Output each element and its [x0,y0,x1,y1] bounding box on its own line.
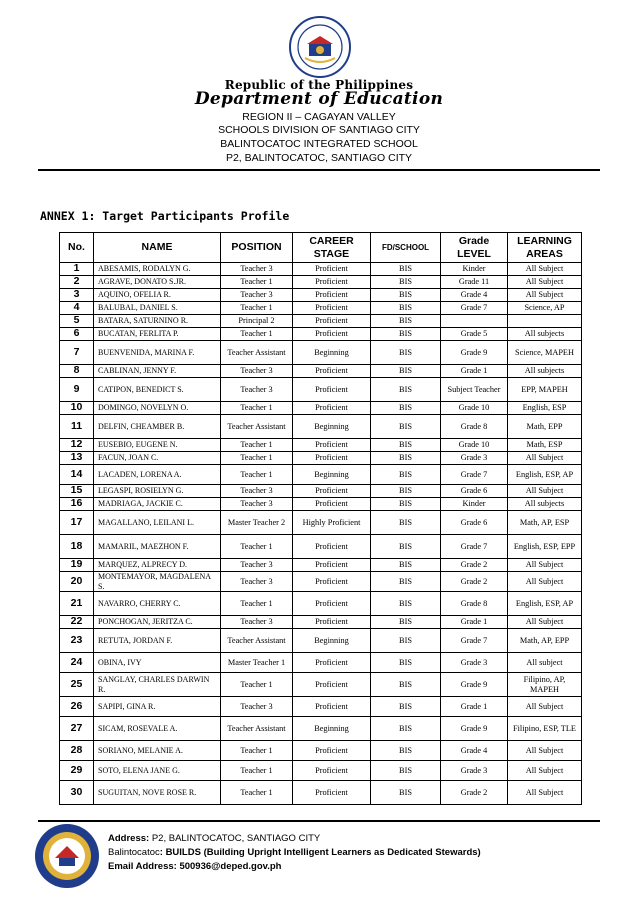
cell-position: Master Teacher 1 [221,653,293,673]
cell-position: Teacher 1 [221,402,293,415]
footer-address [108,832,320,846]
cell-school: BIS [371,616,441,629]
header-divider [38,169,600,171]
cell-stage: Proficient [293,741,371,761]
cell-school: BIS [371,485,441,498]
cell-school: BIS [371,315,441,328]
cell-name: BUENVENIDA, MARINA F. [94,341,221,365]
cell-school: BIS [371,592,441,616]
cell-areas: All Subject [508,559,582,572]
cell-position: Teacher Assistant [221,341,293,365]
cell-areas: All Subject [508,572,582,592]
cell-areas: Science, AP [508,302,582,315]
cell-grade: Grade 7 [441,629,508,653]
cell-position: Teacher 1 [221,535,293,559]
cell-grade: Grade 1 [441,365,508,378]
cell-no: 26 [60,697,94,717]
table-row [60,402,582,415]
cell-name: MONTEMAYOR, MAGDALENA S. [94,572,221,592]
cell-position: Teacher 1 [221,781,293,805]
cell-position: Teacher 1 [221,328,293,341]
cell-school: BIS [371,415,441,439]
cell-no: 29 [60,761,94,781]
cell-position: Teacher 1 [221,276,293,289]
cell-position: Teacher 3 [221,559,293,572]
cell-grade: Grade 10 [441,439,508,452]
cell-name: SICAM, ROSEVALE A. [94,717,221,741]
table-row [60,289,582,302]
cell-no: 8 [60,365,94,378]
cell-no: 19 [60,559,94,572]
table-row [60,629,582,653]
cell-no: 14 [60,465,94,485]
cell-grade: Grade 7 [441,535,508,559]
cell-areas: All subject [508,653,582,673]
cell-name: FACUN, JOAN C. [94,452,221,465]
header-career-stage: CAREER STAGE [293,233,371,263]
cell-no: 21 [60,592,94,616]
table-row [60,592,582,616]
cell-school: BIS [371,378,441,402]
cell-no: 23 [60,629,94,653]
cell-name: CATIPON, BENEDICT S. [94,378,221,402]
header-name: NAME [94,233,221,263]
cell-name: DELFIN, CHEAMBER B. [94,415,221,439]
cell-grade: Grade 6 [441,511,508,535]
cell-no: 2 [60,276,94,289]
cell-school: BIS [371,439,441,452]
cell-areas: All subjects [508,328,582,341]
header-fd-school: FD/SCHOOL [371,233,441,263]
table-row [60,781,582,805]
cell-name: SUGUITAN, NOVE ROSE R. [94,781,221,805]
footer-email-value: 500936@deped.gov.ph [179,861,282,872]
address-line: P2, BALINTOCATOC, SANTIAGO CITY [225,152,413,164]
table-row [60,535,582,559]
cell-no: 7 [60,341,94,365]
cell-areas: All Subject [508,289,582,302]
cell-school: BIS [371,572,441,592]
cell-stage: Beginning [293,629,371,653]
cell-areas: All subjects [508,498,582,511]
cell-stage: Proficient [293,697,371,717]
cell-areas: English, ESP, AP [508,465,582,485]
cell-grade: Grade 4 [441,741,508,761]
header-position: POSITION [221,233,293,263]
cell-school: BIS [371,289,441,302]
cell-grade: Grade 11 [441,276,508,289]
cell-areas: English, ESP, AP [508,592,582,616]
cell-grade: Grade 2 [441,781,508,805]
cell-stage: Proficient [293,263,371,276]
cell-areas: All Subject [508,276,582,289]
cell-name: CABLINAN, JENNY F. [94,365,221,378]
cell-name: RETUTA, JORDAN F. [94,629,221,653]
cell-areas: All subjects [508,365,582,378]
cell-school: BIS [371,535,441,559]
cell-position: Teacher 3 [221,616,293,629]
table-row [60,653,582,673]
table-body [60,263,582,805]
cell-no: 15 [60,485,94,498]
cell-stage: Proficient [293,761,371,781]
participants-table [59,232,582,805]
table-header-row [60,233,582,263]
table-row [60,452,582,465]
cell-stage: Proficient [293,559,371,572]
cell-no: 13 [60,452,94,465]
cell-no: 22 [60,616,94,629]
cell-school: BIS [371,511,441,535]
table-row [60,365,582,378]
cell-school: BIS [371,263,441,276]
cell-school: BIS [371,653,441,673]
cell-grade: Grade 9 [441,717,508,741]
table-row [60,302,582,315]
cell-name: SAPIPI, GINA R. [94,697,221,717]
cell-position: Teacher 3 [221,498,293,511]
cell-grade: Grade 3 [441,452,508,465]
cell-name: MADRIAGA, JACKIE C. [94,498,221,511]
cell-areas: Math, EPP [508,415,582,439]
school-line: BALINTOCATOC INTEGRATED SCHOOL [220,138,418,150]
footer-builds-text: : BUILDS (Building Upright Intelligent Learners as Dedicated Stewards) [159,847,481,858]
table-row [60,276,582,289]
cell-no: 24 [60,653,94,673]
cell-name: LACADEN, LORENA A. [94,465,221,485]
cell-position: Teacher 1 [221,302,293,315]
cell-name: SORIANO, MELANIE A. [94,741,221,761]
cell-school: BIS [371,328,441,341]
footer-divider [38,820,600,822]
table-row [60,378,582,402]
cell-school: BIS [371,402,441,415]
cell-no: 4 [60,302,94,315]
cell-school: BIS [371,498,441,511]
cell-school: BIS [371,761,441,781]
table-row [60,761,582,781]
cell-grade: Grade 1 [441,616,508,629]
cell-position: Teacher 1 [221,592,293,616]
cell-stage: Proficient [293,498,371,511]
cell-no: 6 [60,328,94,341]
cell-stage: Proficient [293,328,371,341]
cell-name: PONCHOGAN, JERITZA C. [94,616,221,629]
cell-areas: EPP, MAPEH [508,378,582,402]
department-title: Department of Education [194,89,444,109]
cell-stage: Proficient [293,452,371,465]
table-row [60,328,582,341]
table-row [60,465,582,485]
cell-grade: Grade 2 [441,559,508,572]
cell-areas: All Subject [508,263,582,276]
cell-stage: Proficient [293,315,371,328]
cell-no: 11 [60,415,94,439]
cell-position: Teacher 1 [221,452,293,465]
cell-grade: Grade 10 [441,402,508,415]
cell-stage: Proficient [293,592,371,616]
cell-grade: Grade 2 [441,572,508,592]
cell-position: Teacher 1 [221,465,293,485]
cell-school: BIS [371,697,441,717]
cell-areas: Math, ESP [508,439,582,452]
cell-no: 30 [60,781,94,805]
cell-name: SANGLAY, CHARLES DARWIN R. [94,673,221,697]
footer-builds [108,846,481,860]
cell-areas: All Subject [508,616,582,629]
cell-school: BIS [371,781,441,805]
cell-areas: Filipino, ESP, TLE [508,717,582,741]
cell-position: Teacher 3 [221,365,293,378]
cell-areas: All Subject [508,741,582,761]
cell-name: MAGALLANO, LEILANI L. [94,511,221,535]
cell-stage: Proficient [293,781,371,805]
cell-no: 5 [60,315,94,328]
cell-stage: Proficient [293,439,371,452]
cell-no: 16 [60,498,94,511]
cell-stage: Beginning [293,717,371,741]
cell-school: BIS [371,559,441,572]
cell-grade: Grade 8 [441,415,508,439]
table-row [60,263,582,276]
footer-builds-prefix: Balintocatoc [108,847,160,858]
cell-position: Teacher 1 [221,741,293,761]
cell-name: AQUINO, OFELIA R. [94,289,221,302]
republic-title: Republic of the Philippines [224,78,414,92]
cell-grade: Kinder [441,263,508,276]
cell-no: 17 [60,511,94,535]
cell-position: Teacher 3 [221,697,293,717]
table-row [60,439,582,452]
header-learning-areas: LEARNING AREAS [508,233,582,263]
cell-grade [441,315,508,328]
deped-seal-icon [289,16,351,78]
table-row [60,315,582,328]
cell-stage: Proficient [293,572,371,592]
cell-areas: English, ESP [508,402,582,415]
cell-grade: Subject Teacher [441,378,508,402]
cell-grade: Grade 9 [441,341,508,365]
cell-no: 10 [60,402,94,415]
cell-school: BIS [371,452,441,465]
cell-position: Teacher Assistant [221,415,293,439]
cell-position: Teacher 3 [221,263,293,276]
cell-areas: Math, AP, EPP [508,629,582,653]
cell-no: 18 [60,535,94,559]
cell-grade: Grade 7 [441,302,508,315]
cell-school: BIS [371,673,441,697]
cell-areas: Science, MAPEH [508,341,582,365]
cell-stage: Proficient [293,535,371,559]
table-row [60,511,582,535]
cell-name: NAVARRO, CHERRY C. [94,592,221,616]
cell-stage: Beginning [293,415,371,439]
cell-name: MARQUEZ, ALPRECY D. [94,559,221,572]
table-row [60,341,582,365]
cell-position: Teacher 1 [221,761,293,781]
cell-position: Teacher Assistant [221,717,293,741]
cell-position: Teacher 3 [221,485,293,498]
cell-school: BIS [371,365,441,378]
cell-school: BIS [371,276,441,289]
table-row [60,673,582,697]
cell-name: EUSEBIO, EUGENE N. [94,439,221,452]
cell-stage: Proficient [293,302,371,315]
cell-no: 20 [60,572,94,592]
cell-stage: Proficient [293,378,371,402]
cell-position: Teacher 3 [221,289,293,302]
table-row [60,697,582,717]
cell-stage: Proficient [293,402,371,415]
cell-stage: Proficient [293,289,371,302]
cell-position: Teacher 3 [221,572,293,592]
cell-grade: Grade 9 [441,673,508,697]
cell-areas: All Subject [508,485,582,498]
cell-position: Teacher 1 [221,673,293,697]
cell-grade: Grade 5 [441,328,508,341]
table-row [60,741,582,761]
cell-name: OBINA, IVY [94,653,221,673]
cell-no: 1 [60,263,94,276]
cell-name: LEGASPI, ROSIELYN G. [94,485,221,498]
cell-stage: Proficient [293,673,371,697]
cell-no: 25 [60,673,94,697]
cell-stage: Proficient [293,365,371,378]
cell-name: AGRAVE, DONATO S.JR. [94,276,221,289]
cell-position: Teacher Assistant [221,629,293,653]
cell-school: BIS [371,741,441,761]
cell-stage: Beginning [293,341,371,365]
cell-no: 12 [60,439,94,452]
cell-position: Teacher 3 [221,378,293,402]
division-line: SCHOOLS DIVISION OF SANTIAGO CITY [218,124,420,136]
cell-areas: Math, AP, ESP [508,511,582,535]
cell-name: SOTO, ELENA JANE G. [94,761,221,781]
cell-no: 27 [60,717,94,741]
cell-name: BATARA, SATURNINO R. [94,315,221,328]
cell-areas: All Subject [508,452,582,465]
school-seal-icon [33,822,101,890]
cell-grade: Grade 6 [441,485,508,498]
table-row [60,572,582,592]
cell-stage: Beginning [293,465,371,485]
cell-position: Principal 2 [221,315,293,328]
header-grade-level: Grade LEVEL [441,233,508,263]
table-row [60,415,582,439]
cell-stage: Proficient [293,616,371,629]
header-no: No. [60,233,94,263]
cell-areas: All Subject [508,761,582,781]
cell-grade: Grade 4 [441,289,508,302]
cell-stage: Proficient [293,485,371,498]
annex-title: ANNEX 1: Target Participants Profile [40,209,290,223]
cell-no: 28 [60,741,94,761]
cell-no: 9 [60,378,94,402]
footer-email-label: Email Address: [108,861,177,872]
cell-stage: Proficient [293,276,371,289]
table-row [60,498,582,511]
footer-address-value: P2, BALINTOCATOC, SANTIAGO CITY [151,833,321,844]
table-row [60,559,582,572]
cell-areas [508,315,582,328]
table-row [60,616,582,629]
cell-position: Master Teacher 2 [221,511,293,535]
cell-name: DOMINGO, NOVELYN O. [94,402,221,415]
footer-address-label: Address: [108,833,150,844]
cell-grade: Kinder [441,498,508,511]
cell-name: ABESAMIS, RODALYN G. [94,263,221,276]
cell-school: BIS [371,629,441,653]
table-row [60,485,582,498]
cell-stage: Highly Proficient [293,511,371,535]
cell-stage: Proficient [293,653,371,673]
cell-name: BALUBAL, DANIEL S. [94,302,221,315]
table-row [60,717,582,741]
cell-position: Teacher 1 [221,439,293,452]
cell-name: MAMARIL, MAEZHON F. [94,535,221,559]
cell-name: BUCATAN, FERLITA P. [94,328,221,341]
cell-areas: English, ESP, EPP [508,535,582,559]
footer-email [108,860,281,874]
cell-areas: Filipino, AP, MAPEH [508,673,582,697]
cell-school: BIS [371,465,441,485]
cell-school: BIS [371,717,441,741]
cell-grade: Grade 1 [441,697,508,717]
cell-school: BIS [371,341,441,365]
cell-grade: Grade 3 [441,761,508,781]
cell-areas: All Subject [508,781,582,805]
cell-grade: Grade 7 [441,465,508,485]
cell-grade: Grade 3 [441,653,508,673]
cell-areas: All Subject [508,697,582,717]
cell-grade: Grade 8 [441,592,508,616]
cell-no: 3 [60,289,94,302]
region-line: REGION II – CAGAYAN VALLEY [242,111,396,123]
cell-school: BIS [371,302,441,315]
